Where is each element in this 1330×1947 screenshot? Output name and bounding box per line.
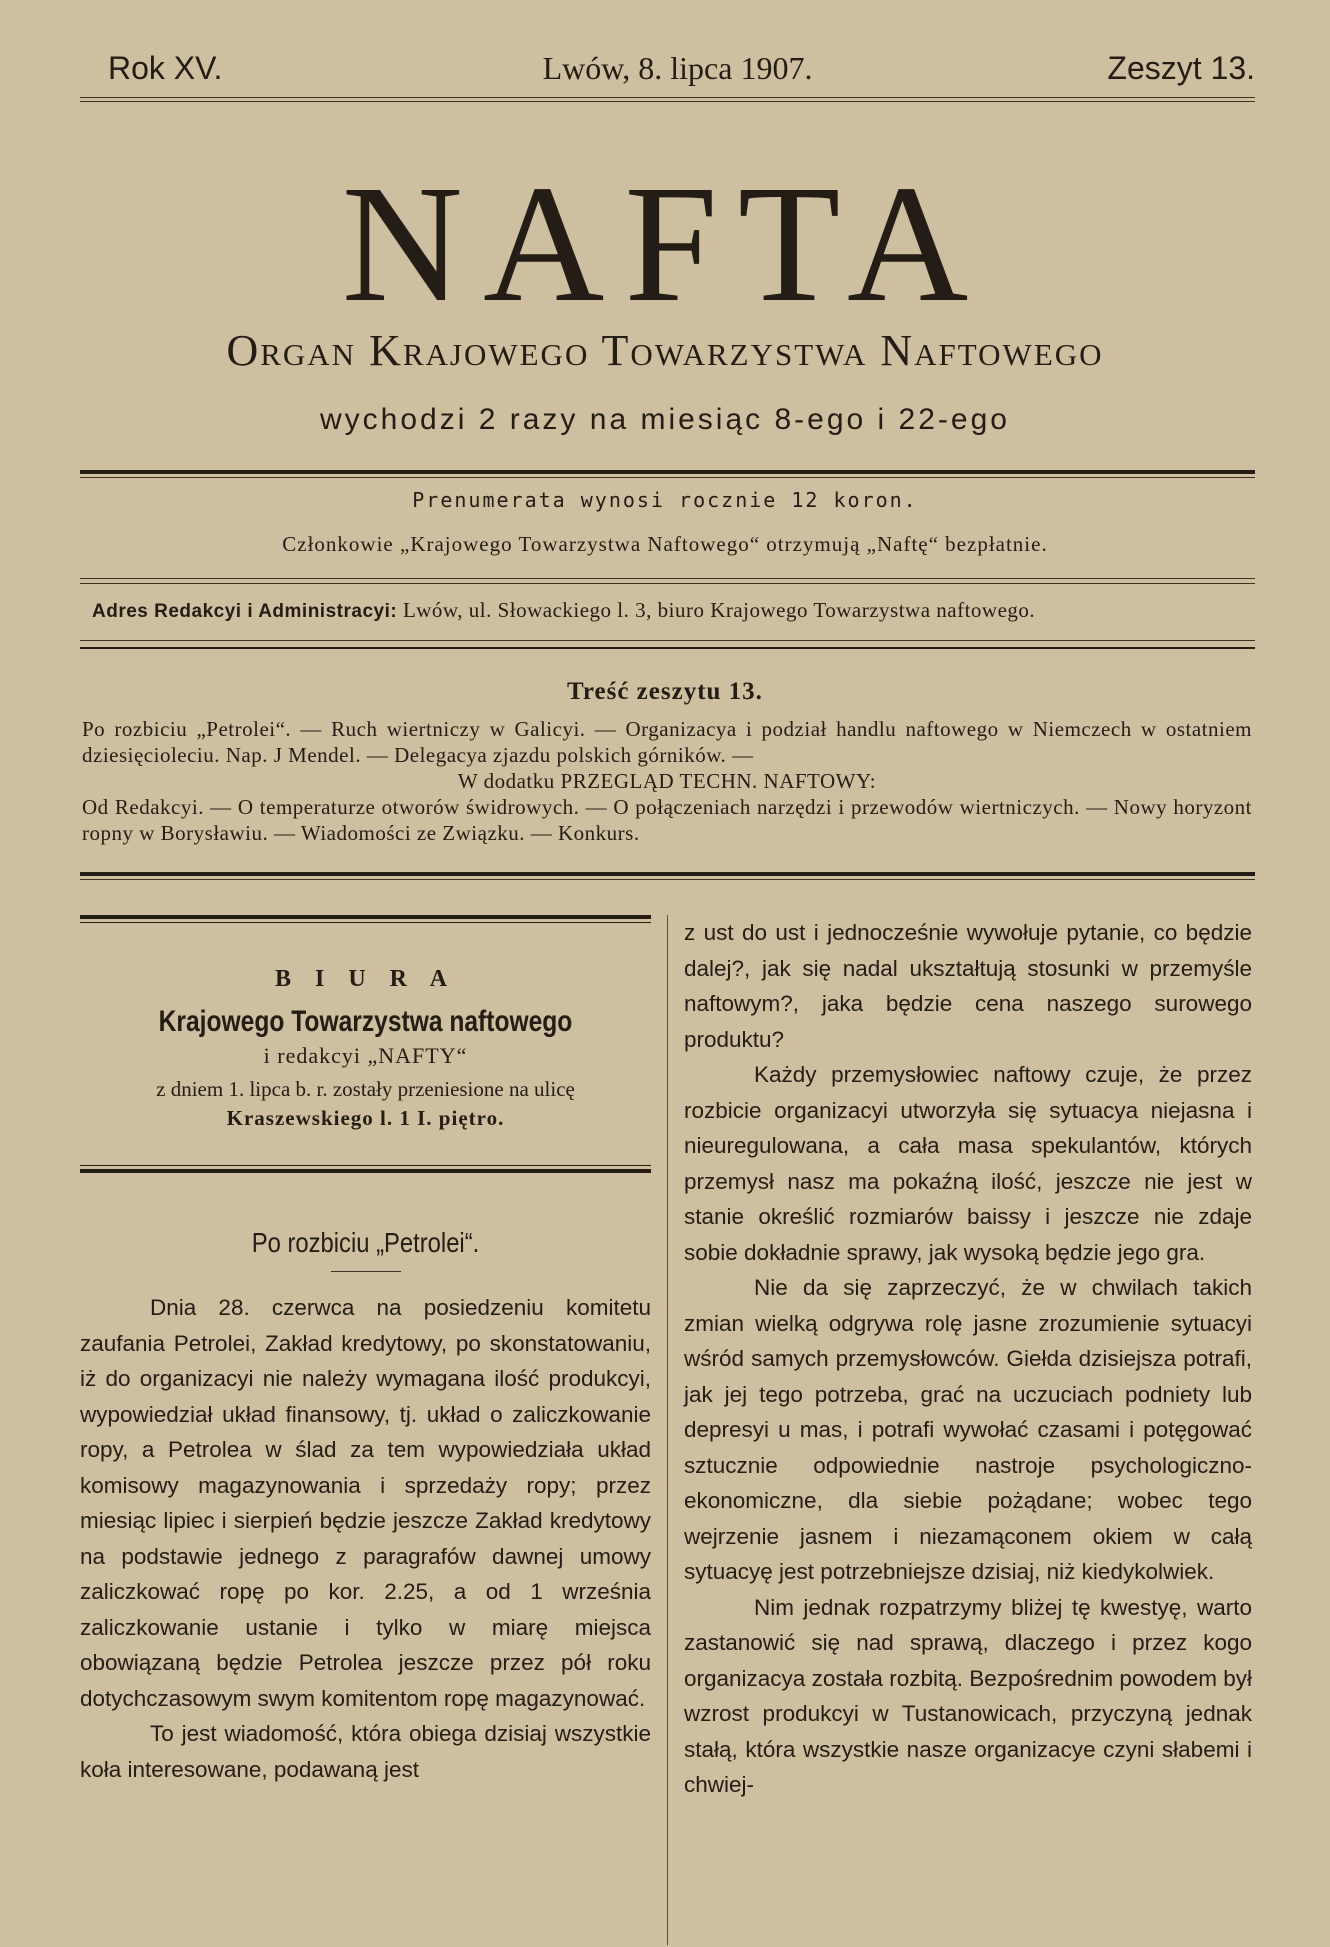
title-rule <box>331 1271 401 1272</box>
table-of-contents <box>82 716 1252 846</box>
article-body-left <box>80 1290 651 1787</box>
address-rule-top-2 <box>80 583 1255 584</box>
issue-header <box>100 50 1255 94</box>
article-paragraph: Dnia 28. czerwca na posiedzeniu komitetu zaufania Petrolei, Zakład kredytowy, po skonstatowaniu, iż do organizacyi nie należy wymagana ilość produkcyi, wypowiedział układ finansowy, tj. układ o zaliczkowanie ropy, a Petrolea w ślad za tem wypowiedziała układ komisowy magazynowania i sprzedaży ropy; przez miesiąc lipiec i sierpień będzie jeszcze Zakład kredytowy na podstawie jednego z paragrafów dawnej umowy zaliczkować ropę po kor. 2.25, a od 1 września zaliczkowanie ustanie i tylko w miarę miejsca obowiązaną będzie Petrolea jeszcze przez pół roku dotychczasowym swym komitentom ropę magazynować. <box>80 1295 651 1711</box>
article-paragraph: Nie da się zaprzeczyć, że w chwilach takich zmian wielką odgrywa rolę jasne zrozumienie sytuacyi wśród samych przemysłowców. Giełda dzisiejsza potrafi, jak jej tego potrzeba, grać na uczuciach podniety lub depresyi u mas, i potrafi wywołać czasami i potęgować sztucznie odpowiednie nastroje psychologiczno-ekonomiczne, dla siebie pożądane; wobec tego wejrzenie jasnem i niezamąconem okiem w całą sytuacyę jest potrzebniejsze dzisiaj, niż kiedykolwiek. <box>684 1275 1252 1584</box>
right-column <box>684 915 1252 1803</box>
contents-heading: Treść zeszytu 13. <box>567 678 763 705</box>
article-paragraph: To jest wiadomość, która obiega dzisiaj wszystkie koła interesowane, podawaną jest <box>80 1721 651 1782</box>
issue-number: Zeszyt 13. <box>1107 50 1255 86</box>
notice-title: B I U R A <box>274 966 457 992</box>
header-rule <box>80 97 1255 98</box>
article-continuation: z ust do ust i jednocześnie wywołuje pytanie, co będzie dalej?, jak się nadal ukształtują stosunki w przemyśle naftowym?, jaka będzie cena naszego surowego produktu? <box>684 920 1252 1052</box>
article-paragraph: Nim jednak rozpatrzymy bliżej tę kwestyę, warto zastanowić się nad sprawą, dlaczego i przez kogo organizacya została rozbitą. Bezpośrednim powodem był wzrost produkcyi w Tustanowicach, przyczyną jednak stałą, która wszystkie nasze organizacye czyni słabemi i chwiej- <box>684 1594 1252 1797</box>
relocation-notice <box>80 915 651 1173</box>
notice-rule-bottom-2 <box>80 1169 651 1173</box>
members-note: Członkowie „Krajowego Towarzystwa Naftowego“ otrzymują „Naftę“ bezpłatnie. <box>282 532 1048 556</box>
article-body-right <box>684 915 1252 1803</box>
article-paragraph: Każdy przemysłowiec naftowy czuje, że przez rozbicie organizacyi utworzyła się sytuacya niejasna i nieuregulowana, a cała masa spekulantów, których przemysł nasz ma pokaźną ilość, jeszcze nie jest w stanie określić rozmiarów baissy i jeszcze nie zdaje sobie dokładnie sprawy, jak wysoką będzie jego gra. <box>684 1062 1252 1265</box>
masthead-subtitle: Organ Krajowego Towarzystwa Naftowego <box>226 326 1104 375</box>
address-label: Adres Redakcyi i Administracyi: <box>92 601 398 622</box>
notice-text: z dniem 1. lipca b. r. zostały przeniesione na ulicę <box>156 1077 575 1101</box>
address-rule-bottom-2 <box>80 647 1255 649</box>
issue-date: Lwów, 8. lipca 1907. <box>542 50 813 86</box>
header-rule-2 <box>80 101 1255 102</box>
address-rule-top <box>80 578 1255 579</box>
volume-number: Rok XV. <box>108 50 223 86</box>
subscription-price: Prenumerata wynosi rocznie 12 koron. <box>412 488 918 512</box>
notice-location: Kraszewskiego l. 1 I. piętro. <box>226 1106 505 1130</box>
contents-rule <box>80 872 1255 876</box>
masthead-rule-thin <box>80 477 1255 478</box>
supplement-heading: W dodatku PRZEGLĄD TECHN. NAFTOWY: <box>457 769 877 793</box>
notice-rule-top <box>80 915 651 919</box>
contents-rule-thin <box>80 879 1255 880</box>
left-column <box>80 915 651 1787</box>
publication-frequency: wychodzi 2 razy na miesiąc 8-ego i 22-ego <box>320 403 1010 436</box>
notice-rule-bottom <box>80 1165 651 1166</box>
notice-editorial: i redakcyi „NAFTY“ <box>263 1043 468 1068</box>
masthead-title: NAFTA <box>341 151 989 337</box>
notice-rule-top-2 <box>80 922 651 923</box>
article-title: Po rozbiciu „Petrolei“. <box>251 1227 480 1258</box>
address-text: Lwów, ul. Słowackiego l. 3, biuro Krajowego Towarzystwa naftowego. <box>402 598 1036 622</box>
contents-supplement: Od Redakcyi. — O temperaturze otworów świdrowych. — O połączeniach narzędzi i przewodów wiertniczych. — Nowy horyzont ropny w Borysławiu. — Wiadomości ze Związku. — Konkurs. <box>82 795 1252 845</box>
address-rule-bottom <box>80 640 1255 641</box>
masthead-rule <box>80 470 1255 474</box>
editorial-address <box>92 598 1262 623</box>
column-separator <box>667 915 668 1945</box>
notice-organization: Krajowego Towarzystwa naftowego <box>158 1005 573 1038</box>
contents-main: Po rozbiciu „Petrolei“. — Ruch wiertniczy w Galicyi. — Organizacya i podział handlu naftowego w Niemczech w ostatniem dziesięcioleciu. Nap. J Mendel. — Delegacya zjazdu polskich górników. — <box>82 717 1252 767</box>
